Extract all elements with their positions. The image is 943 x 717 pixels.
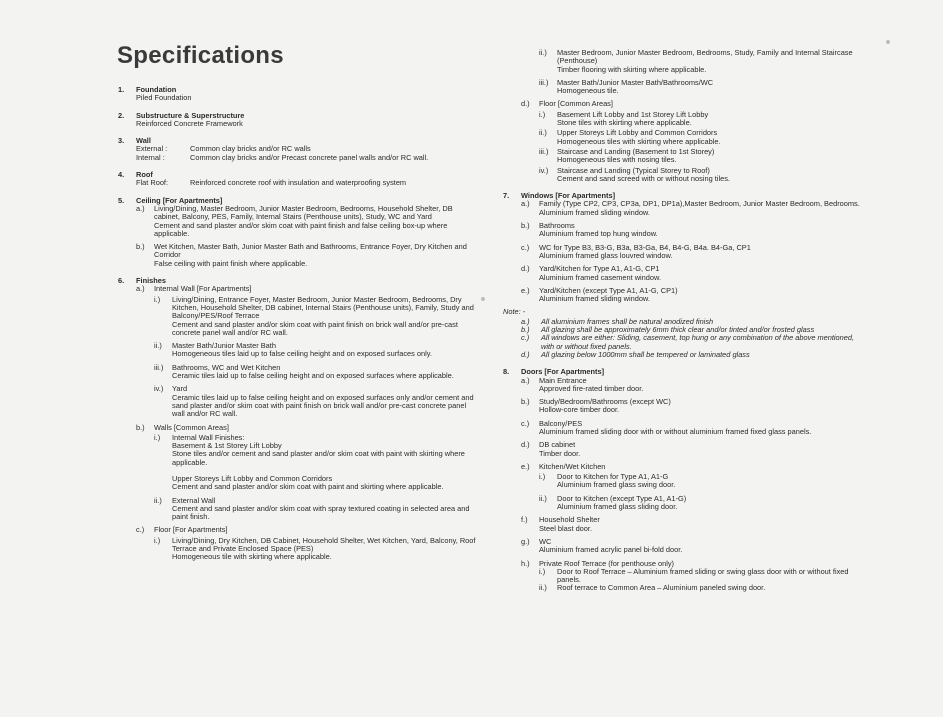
row-value: Common clay bricks and/or Precast concrete panel walls and/or RC wall. bbox=[190, 152, 429, 162]
sub-item bbox=[154, 497, 478, 522]
block-detail: Cement and sand plaster and/or skim coat with paint and skirting where applicable. bbox=[172, 482, 444, 492]
sub-block bbox=[172, 442, 478, 467]
sub-text: Internal Wall Finishes: bbox=[172, 432, 245, 442]
list-item-continued bbox=[521, 49, 863, 95]
item-marker: a.) bbox=[136, 203, 145, 213]
item-marker: h.) bbox=[521, 558, 530, 568]
section-number: 4. bbox=[118, 170, 125, 180]
sub-text: Upper Storeys Lift Lobby and Common Corridors bbox=[557, 128, 718, 138]
left-column bbox=[118, 86, 478, 571]
item-marker: d.) bbox=[521, 99, 530, 109]
sub-marker: i.) bbox=[154, 535, 161, 545]
sub-text: Living/Dining, Entrance Foyer, Master Bedroom, Junior Master Bedroom, Bedrooms, Dry Kitchen, Household Shelter, DB cabinet, Internal Stairs (Penthouse units), Family, Study and Balcony/PES/Roof Terrace bbox=[172, 294, 474, 321]
sub-item bbox=[154, 364, 478, 381]
section-ceiling bbox=[118, 197, 478, 268]
list-item bbox=[136, 243, 478, 268]
row-label: Internal : bbox=[136, 152, 165, 162]
list-item bbox=[136, 285, 478, 418]
item-text: Balcony/PES bbox=[539, 418, 583, 428]
item-text: Bathrooms bbox=[539, 221, 575, 231]
section-heading: Doors [For Apartments] bbox=[521, 367, 605, 377]
list-item bbox=[521, 560, 863, 593]
scan-mark bbox=[481, 297, 485, 301]
sub-detail: Stone tiles with skirting where applicable. bbox=[557, 118, 692, 128]
note-text: All glazing below 1000mm shall be tempered or laminated glass bbox=[541, 349, 750, 359]
section-number: 2. bbox=[118, 110, 125, 120]
item-marker: a.) bbox=[521, 375, 530, 385]
item-text: WC bbox=[539, 536, 552, 546]
sub-text: Master Bath/Junior Master Bath/Bathrooms/WC bbox=[557, 77, 714, 87]
list-item bbox=[521, 441, 863, 458]
note-item bbox=[503, 334, 863, 351]
item-detail: Aluminium framed top hung window. bbox=[539, 229, 658, 239]
sub-text: Master Bath/Junior Master Bath bbox=[172, 341, 276, 351]
sub-marker: iii.) bbox=[539, 77, 549, 87]
item-detail: False ceiling with paint finish where applicable. bbox=[154, 258, 308, 268]
item-detail: Approved fire-rated timber door. bbox=[539, 383, 644, 393]
note-marker: b.) bbox=[521, 325, 530, 335]
sub-marker: iv.) bbox=[539, 165, 549, 175]
item-detail: Aluminium framed casement window. bbox=[539, 272, 661, 282]
row-label: External : bbox=[136, 144, 168, 154]
item-marker: a.) bbox=[521, 199, 530, 209]
sub-marker: ii.) bbox=[154, 495, 162, 505]
sub-text: Door to Kitchen for Type A1, A1-G bbox=[557, 472, 669, 482]
item-title: Internal Wall [For Apartments] bbox=[154, 284, 252, 294]
item-marker: f.) bbox=[521, 515, 528, 525]
sub-item bbox=[539, 49, 863, 74]
section-substructure bbox=[118, 112, 478, 129]
section-number: 1. bbox=[118, 85, 125, 94]
section-text: Reinforced Concrete Framework bbox=[136, 118, 243, 128]
item-text: Yard/Kitchen for Type A1, A1-G, CP1 bbox=[539, 264, 660, 274]
sub-detail: Aluminium framed glass sliding door. bbox=[557, 502, 678, 512]
sub-item bbox=[154, 537, 478, 562]
item-marker: e.) bbox=[521, 285, 530, 295]
item-title: Floor [Common Areas] bbox=[539, 99, 613, 109]
section-number: 8. bbox=[503, 367, 510, 377]
sub-detail: Homogeneous tile. bbox=[557, 86, 619, 96]
windows-notes bbox=[503, 308, 863, 359]
item-detail: Cement and sand plaster and/or skim coat with paint finish and false ceiling box-up where applicable. bbox=[154, 220, 448, 238]
section-text: Piled Foundation bbox=[136, 93, 192, 103]
item-title: Floor [For Apartments] bbox=[154, 525, 228, 535]
sub-item bbox=[539, 111, 863, 128]
item-detail: Steel blast door. bbox=[539, 523, 593, 533]
sub-item bbox=[539, 495, 863, 512]
list-item bbox=[136, 424, 478, 522]
section-number: 7. bbox=[503, 191, 510, 201]
sub-detail: Aluminium framed glass swing door. bbox=[557, 480, 676, 490]
sub-marker: iii.) bbox=[154, 362, 164, 372]
list-item bbox=[136, 526, 478, 561]
item-text: Wet Kitchen, Master Bath, Junior Master Bath and Bathrooms, Entrance Foyer, Dry Kitchen and Corridor bbox=[154, 242, 467, 260]
list-item bbox=[521, 538, 863, 555]
sub-detail: Homogeneous tiles laid up to false ceiling height and on exposed surfaces only. bbox=[172, 349, 432, 359]
section-heading: Ceiling [For Apartments] bbox=[136, 195, 223, 205]
section-heading: Substructure & Superstructure bbox=[136, 110, 245, 120]
sub-item bbox=[154, 342, 478, 359]
list-item bbox=[521, 100, 863, 183]
list-item bbox=[521, 222, 863, 239]
sub-item bbox=[154, 385, 478, 418]
section-number: 3. bbox=[118, 136, 125, 146]
sub-item bbox=[539, 584, 863, 592]
item-text: Yard/Kitchen (except Type A1, A1-G, CP1) bbox=[539, 285, 678, 295]
sub-detail: Homogeneous tile with skirting where applicable. bbox=[172, 552, 332, 562]
item-detail: Aluminium framed sliding door with or without aluminium framed fixed glass panels. bbox=[539, 426, 812, 436]
item-marker: d.) bbox=[521, 264, 530, 274]
note-item bbox=[503, 351, 863, 359]
item-marker: c.) bbox=[136, 525, 145, 535]
list-item bbox=[521, 420, 863, 437]
list-item bbox=[521, 287, 863, 304]
section-number: 5. bbox=[118, 195, 125, 205]
row-value: Reinforced concrete roof with insulation and waterproofing system bbox=[190, 178, 407, 188]
item-title: Kitchen/Wet Kitchen bbox=[539, 461, 606, 471]
sub-text: Bathrooms, WC and Wet Kitchen bbox=[172, 362, 281, 372]
section-foundation bbox=[118, 86, 478, 103]
note-label: Note: - bbox=[503, 307, 526, 317]
list-item bbox=[521, 516, 863, 533]
sub-detail: Cement and sand plaster and/or skim coat with spray textured coating in selected area and paint finish. bbox=[172, 503, 470, 522]
sub-detail: Ceramic tiles laid up to false ceiling height and on exposed surfaces where applicable. bbox=[172, 371, 454, 381]
section-windows bbox=[503, 192, 863, 303]
section-doors bbox=[503, 368, 863, 593]
sub-detail: Homogeneous tiles with nosing tiles. bbox=[557, 155, 677, 165]
sub-block bbox=[172, 475, 478, 492]
item-detail: Timber door. bbox=[539, 448, 581, 458]
block-title: Upper Storeys Lift Lobby and Common Corridors bbox=[172, 473, 333, 483]
sub-text: Roof terrace to Common Area – Aluminium paneled swing door. bbox=[557, 583, 766, 593]
list-item bbox=[521, 398, 863, 415]
list-item bbox=[521, 265, 863, 282]
sub-item bbox=[539, 568, 863, 585]
item-marker: a.) bbox=[136, 284, 145, 294]
note-marker: d.) bbox=[521, 349, 530, 359]
sub-detail: Timber flooring with skirting where applicable. bbox=[557, 64, 707, 74]
item-text: DB cabinet bbox=[539, 440, 576, 450]
sub-marker: ii.) bbox=[539, 583, 547, 593]
sub-marker: i.) bbox=[539, 472, 546, 482]
item-marker: d.) bbox=[521, 440, 530, 450]
item-text: WC for Type B3, B3-G, B3a, B3-Ga, B4, B4-G, B4a. B4-Ga, CP1 bbox=[539, 242, 751, 252]
sub-text: Basement Lift Lobby and 1st Storey Lift Lobby bbox=[557, 109, 709, 119]
sub-marker: i.) bbox=[154, 294, 161, 304]
note-text: All glazing shall be approximately 6mm thick clear and/or tinted and/or frosted glass bbox=[541, 325, 815, 335]
sub-item bbox=[154, 296, 478, 337]
item-title: Walls [Common Areas] bbox=[154, 422, 229, 432]
sub-item bbox=[154, 434, 478, 492]
note-text: All windows are either: Sliding, casement, top hung or any combination of the above mentioned, with or without fixed panels. bbox=[541, 333, 855, 351]
item-text: Family (Type CP2, CP3, CP3a, DP1, DP1a),Master Bedroom, Junior Master Bedroom, Bedrooms. bbox=[539, 199, 860, 209]
sub-text: Living/Dining, Dry Kitchen, DB Cabinet, Household Shelter, Wet Kitchen, Yard, Balcony, Roof Terrace and Private Enclosed Space (PES) bbox=[172, 535, 476, 554]
item-marker: g.) bbox=[521, 536, 530, 546]
section-wall bbox=[118, 137, 478, 162]
sub-detail: Ceramic tiles laid up to false ceiling height and on exposed surfaces only and/or cement and sand plaster and/or skim coat with paint finish on brick wall and/or pre-cast concrete panel wall and/or RC wall. bbox=[172, 392, 474, 419]
sub-text: External Wall bbox=[172, 495, 216, 505]
item-marker: b.) bbox=[136, 242, 145, 252]
note-text: All aluminium frames shall be natural anodized finish bbox=[541, 316, 714, 326]
section-heading: Foundation bbox=[136, 85, 177, 94]
spec-row bbox=[136, 179, 478, 187]
page-title: Specifications bbox=[117, 42, 284, 69]
sub-marker: i.) bbox=[539, 566, 546, 576]
item-detail: Aluminium framed acrylic panel bi-fold door. bbox=[539, 545, 683, 555]
sub-detail: Cement and sand plaster and/or skim coat with paint finish on brick wall and/or pre-cast concrete panel wall and/or RC wall. bbox=[172, 319, 458, 337]
item-marker: b.) bbox=[521, 397, 530, 407]
sub-marker: ii.) bbox=[539, 48, 547, 57]
sub-marker: ii.) bbox=[154, 341, 162, 351]
item-marker: b.) bbox=[136, 422, 145, 432]
sub-marker: i.) bbox=[154, 432, 161, 442]
sub-text: Master Bedroom, Junior Master Bedroom, Bedrooms, Study, Family and Internal Staircase (Penthouse) bbox=[557, 48, 853, 66]
item-text: Study/Bedroom/Bathrooms (except WC) bbox=[539, 397, 671, 407]
note-marker: a.) bbox=[521, 316, 530, 326]
sub-text: Door to Roof Terrace – Aluminium framed sliding or swing glass door with or without fixed panels. bbox=[557, 566, 849, 585]
item-marker: b.) bbox=[521, 221, 530, 231]
sub-detail: Homogeneous tiles with skirting where applicable. bbox=[557, 136, 721, 146]
spec-row bbox=[136, 154, 478, 162]
section-finishes bbox=[118, 277, 478, 562]
list-item bbox=[521, 377, 863, 394]
right-column bbox=[503, 49, 863, 602]
sub-text: Staircase and Landing (Typical Storey to Roof) bbox=[557, 165, 710, 175]
list-item bbox=[136, 205, 478, 238]
sub-text: Yard bbox=[172, 384, 188, 394]
item-text: Living/Dining, Master Bedroom, Junior Master Bedroom, Bedrooms, Household Shelter, DB cabinet, Balcony, PES, Family, Internal Stairs (Penthouse units), Study, WC and Yard bbox=[154, 203, 453, 222]
sub-text: Staircase and Landing (Basement to 1st Storey) bbox=[557, 146, 715, 156]
note-marker: c.) bbox=[521, 333, 530, 343]
sub-detail: Cement and sand screed with or without nosing tiles. bbox=[557, 173, 730, 183]
sub-marker: ii.) bbox=[539, 128, 547, 138]
sub-marker: i.) bbox=[539, 109, 546, 119]
section-heading: Wall bbox=[136, 136, 151, 146]
sub-item bbox=[539, 167, 863, 184]
sub-marker: ii.) bbox=[539, 493, 547, 503]
section-heading: Roof bbox=[136, 170, 153, 180]
sub-text: Door to Kitchen (except Type A1, A1-G) bbox=[557, 493, 687, 503]
item-detail: Hollow-core timber door. bbox=[539, 405, 620, 415]
sub-item bbox=[539, 473, 863, 490]
sub-item bbox=[539, 148, 863, 165]
list-item bbox=[521, 244, 863, 261]
row-label: Flat Roof: bbox=[136, 178, 169, 188]
sub-marker: iii.) bbox=[539, 146, 549, 156]
sub-item bbox=[539, 129, 863, 146]
item-text: Household Shelter bbox=[539, 515, 600, 525]
item-detail: Aluminium framed sliding window. bbox=[539, 294, 650, 304]
row-value: Common clay bricks and/or RC walls bbox=[190, 144, 311, 154]
item-marker: e.) bbox=[521, 461, 530, 471]
sub-item bbox=[539, 79, 863, 96]
section-number: 6. bbox=[118, 276, 125, 286]
item-marker: c.) bbox=[521, 418, 530, 428]
block-title: Basement & 1st Storey Lift Lobby bbox=[172, 441, 282, 451]
scan-mark bbox=[886, 40, 890, 44]
section-roof bbox=[118, 171, 478, 188]
item-marker: c.) bbox=[521, 242, 530, 252]
sub-marker: iv.) bbox=[154, 384, 164, 394]
item-detail: Aluminium framed sliding window. bbox=[539, 207, 650, 217]
list-item bbox=[521, 463, 863, 511]
block-detail: Stone tiles and/or cement and sand plaster and/or skim coat with paint with skirting where applicable. bbox=[172, 449, 465, 467]
item-title: Private Roof Terrace (for penthouse only) bbox=[539, 558, 675, 568]
section-heading: Finishes bbox=[136, 276, 166, 286]
item-detail: Aluminium framed glass louvred window. bbox=[539, 250, 673, 260]
list-item bbox=[521, 200, 863, 217]
item-text: Main Entrance bbox=[539, 375, 587, 385]
section-heading: Windows [For Apartments] bbox=[521, 191, 616, 201]
